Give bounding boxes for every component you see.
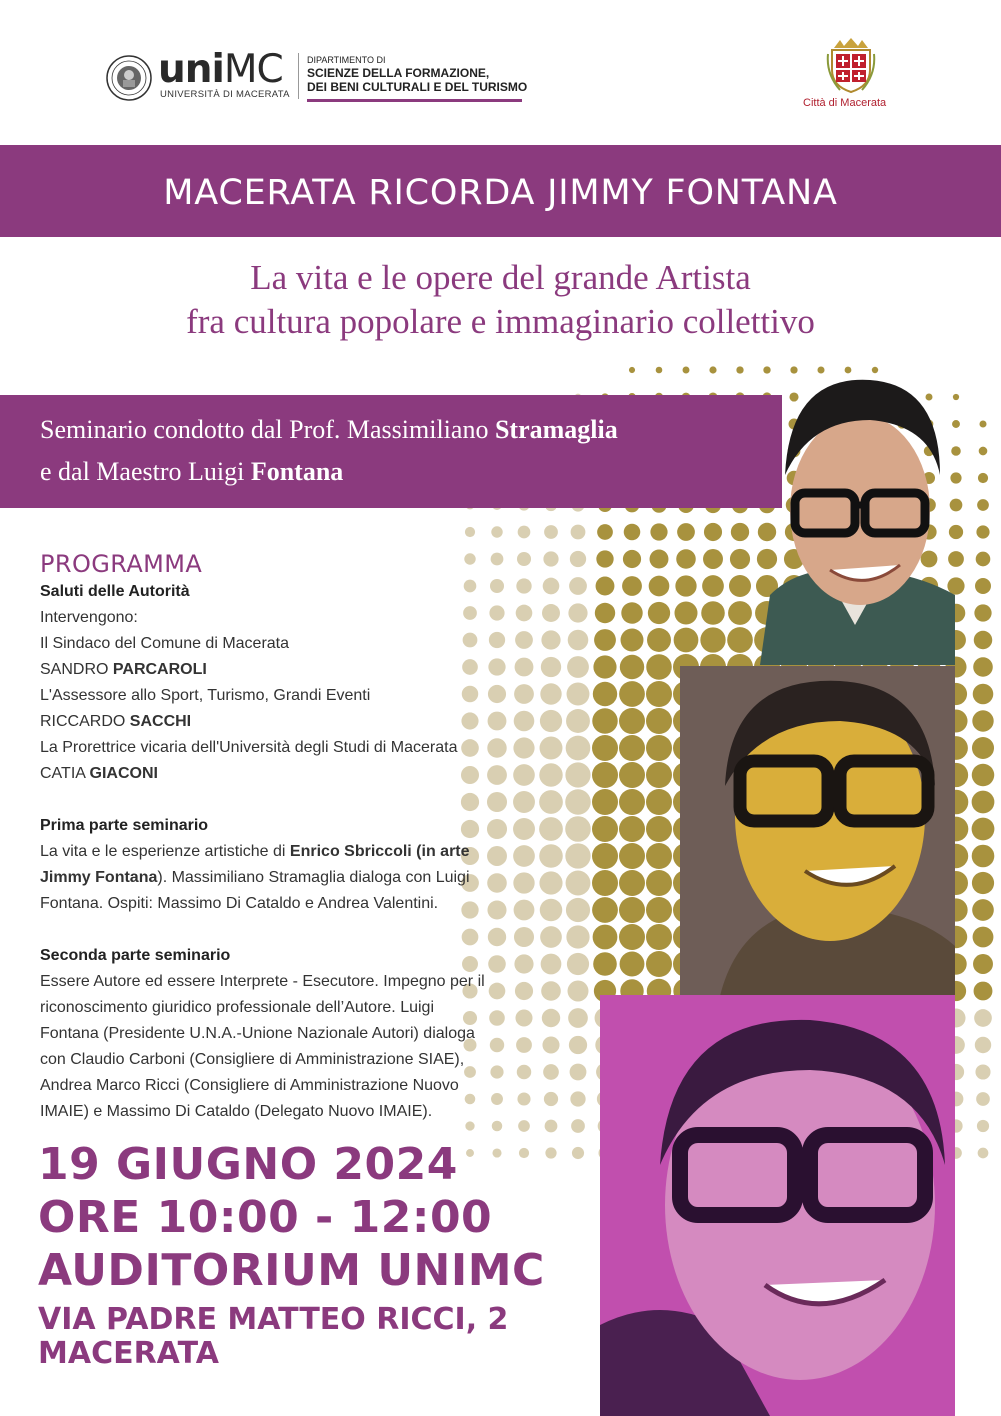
part2-heading: Seconda parte seminario xyxy=(40,947,231,964)
speakers-intro: Intervengono: xyxy=(40,609,138,626)
speaker-name: RICCARDO SACCHI xyxy=(40,713,192,730)
department-name: DIPARTIMENTO DI SCIENZE DELLA FORMAZIONE, DEI BENI CULTURALI E DEL TURISMO xyxy=(307,55,528,94)
part1-heading: Prima parte seminario xyxy=(40,817,209,834)
event-venue: AUDITORIUM UNIMC xyxy=(38,1245,545,1296)
seminar-line-2: e dal Maestro Luigi Fontana xyxy=(40,457,344,486)
subtitle-line-1: La vita e le opere del grande Artista xyxy=(250,258,751,297)
event-time: ORE 10:00 - 12:00 xyxy=(38,1192,493,1243)
event-address: VIA PADRE MATTEO RICCI, 2 xyxy=(38,1302,509,1337)
programme-heading: PROGRAMMA xyxy=(40,550,203,578)
speaker-role: L'Assessore allo Sport, Turismo, Grandi Eventi xyxy=(40,687,371,704)
university-name: UNIVERSITÀ DI MACERATA xyxy=(160,89,290,100)
subtitle-line-2: fra cultura popolare e immaginario collettivo xyxy=(186,302,815,341)
portrait-photo-yellow xyxy=(680,666,955,996)
event-date: 19 GIUGNO 2024 xyxy=(38,1139,458,1190)
speaker-role: La Prorettrice vicaria dell'Università degli Studi di Macerata xyxy=(40,739,458,756)
speaker-role: Il Sindaco del Comune di Macerata xyxy=(40,635,290,652)
seminar-line-1: Seminario condotto dal Prof. Massimiliano Stramaglia xyxy=(40,415,618,444)
page-title: MACERATA RICORDA JIMMY FONTANA xyxy=(163,173,838,213)
seminar-band xyxy=(0,395,782,508)
portrait-photo-purple xyxy=(600,995,955,1416)
part1-text: La vita e le esperienze artistiche di Enrico Sbriccoli (in arte Jimmy Fontana). Massimiliano Stramaglia dialoga con Luigi Fontana. Ospiti: Massimo Di Cataldo e Andrea Valentini. xyxy=(40,843,470,912)
greetings-heading: Saluti delle Autorità xyxy=(40,583,190,600)
event-info xyxy=(38,1138,545,1371)
speaker-name: CATIA GIACONI xyxy=(40,765,158,782)
programme xyxy=(40,549,600,1125)
city-name: Città di Macerata xyxy=(803,97,887,109)
portrait-photo-natural xyxy=(760,365,955,665)
unimc-logo-text: uniMC xyxy=(158,47,283,92)
speaker-name: SANDRO PARCAROLI xyxy=(40,661,207,678)
part2-text: Essere Autore ed essere Interprete - Esecutore. Impegno per il riconoscimento giuridico professionale dell’Autore. Luigi Fontana (Presidente U.N.A.-Unione Nazionale Autori) dialoga con Claudio Carboni (Consigliere di Amministrazione SIAE), Andrea Marco Ricci (Consigliere di Amministrazione Nuovo IMAIE) e Massimo Di Cataldo (Delegato Nuovo IMAIE). xyxy=(40,973,485,1120)
event-city: MACERATA xyxy=(38,1336,219,1371)
